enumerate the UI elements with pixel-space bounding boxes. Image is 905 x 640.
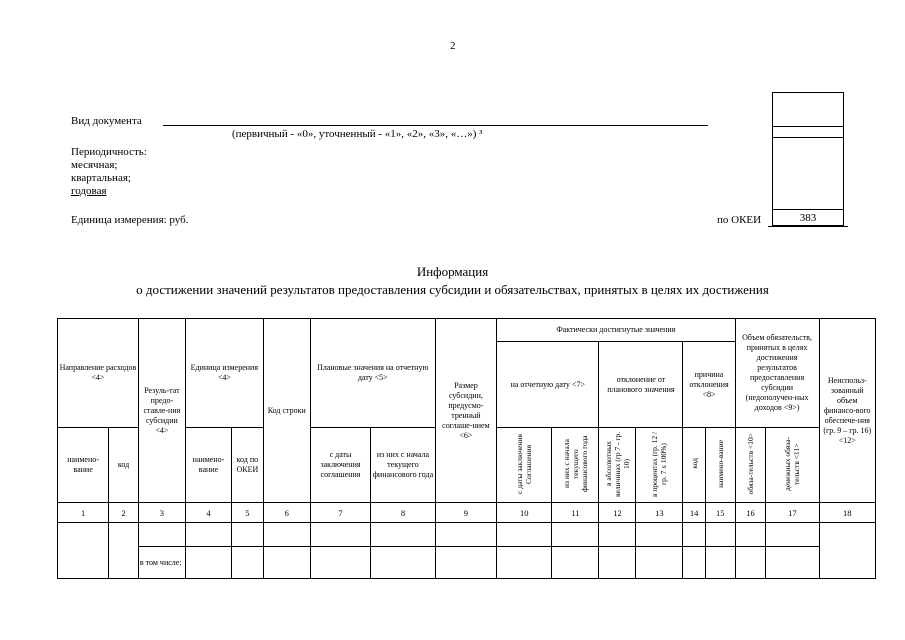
cell-plan-from[interactable] <box>310 523 370 547</box>
h-unused: Неиспольз-зованный объем финансо-вого обеспече-ния (гр. 9 – гр. 16) <12> <box>819 319 875 503</box>
sh-reason-code-cell <box>683 428 706 503</box>
cell-dev-abs[interactable] <box>599 523 636 547</box>
h-reason: причина отклонения <8> <box>683 342 735 428</box>
sh-dev-abs: в абсолютных величинах (гр 7 - гр. 10) <box>603 430 631 497</box>
sh-fact-from: с даты заключения Соглашения <box>515 433 534 494</box>
sh-dev-abs-cell <box>599 428 636 503</box>
col-number: 1 <box>58 503 109 523</box>
col-number: 16 <box>735 503 766 523</box>
periodicity-quarterly: квартальная; <box>71 172 131 184</box>
sh-fact-year-cell <box>552 428 599 503</box>
cell-reason-code[interactable] <box>683 547 706 579</box>
report-subtitle: о достижении значений результатов предоставления субсидии и обязательствах, принятых в целях их достижения <box>136 282 769 297</box>
col-number: 15 <box>705 503 735 523</box>
col-number: 13 <box>636 503 683 523</box>
sh-plan-from: с даты заключения соглашения <box>310 428 370 503</box>
sh-money: денежных обяза-тельств <11> <box>783 436 802 491</box>
doc-kind-label: Вид документа <box>71 115 142 127</box>
sh-direction-name: наимено-вание <box>58 428 109 503</box>
cell-dev-pct[interactable] <box>636 547 683 579</box>
doc-kind-note: (первичный - «0», уточненный - «1», «2», «3», «…») ³ <box>232 128 483 140</box>
sh-money-cell <box>766 428 819 503</box>
sh-fact-from-cell <box>497 428 552 503</box>
sh-reason-code: код <box>689 458 699 469</box>
cell-code-row[interactable] <box>263 547 310 579</box>
cell-plan-year[interactable] <box>371 547 436 579</box>
periodicity-label: Периодичность: <box>71 146 147 158</box>
sh-unit-name: наимено-вание <box>185 428 231 503</box>
cell-fact-year[interactable] <box>552 523 599 547</box>
cell-reason-name[interactable] <box>705 523 735 547</box>
cell-unit-name[interactable] <box>185 523 231 547</box>
cell-money[interactable] <box>766 547 819 579</box>
cell-oblig[interactable] <box>735 523 766 547</box>
sh-reason-name-cell <box>705 428 735 503</box>
col-number: 6 <box>263 503 310 523</box>
sh-direction-code: код <box>109 428 139 503</box>
table-row <box>58 523 876 547</box>
code-cell-doc-kind[interactable] <box>773 127 843 138</box>
cell-fact-from[interactable] <box>497 547 552 579</box>
h-actual: Фактически достигнутые значения <box>497 319 735 342</box>
cell-code-row[interactable] <box>263 523 310 547</box>
cell-oblig[interactable] <box>735 547 766 579</box>
table-row <box>58 547 876 579</box>
code-cell-form <box>773 93 843 127</box>
col-number: 2 <box>109 503 139 523</box>
col-number: 10 <box>497 503 552 523</box>
col-number: 5 <box>231 503 263 523</box>
cell-direction-name[interactable] <box>58 523 109 579</box>
cell-okei[interactable] <box>231 523 263 547</box>
cell-plan-from[interactable] <box>310 547 370 579</box>
sh-oblig-cell <box>735 428 766 503</box>
sh-plan-year: из них с начала текущего финансового года <box>371 428 436 503</box>
h-deviation: отклонение от планового значения <box>599 342 683 428</box>
sh-fact-year: из них с начала текущего финансового года <box>561 435 589 492</box>
report-title: Информация <box>416 264 489 279</box>
okei-value: 383 <box>799 212 817 224</box>
h-direction: Направление расходов <4> <box>58 319 139 428</box>
results-table <box>57 318 876 579</box>
col-number: 18 <box>819 503 875 523</box>
col-number: 9 <box>435 503 496 523</box>
including-label: в том числе: <box>138 547 185 579</box>
h-code-row: Код строки <box>263 319 310 503</box>
okei-underline <box>768 226 848 227</box>
sh-dev-pct-cell <box>636 428 683 503</box>
unit-label: Единица измерения: руб. <box>71 214 189 226</box>
h-obligations: Объем обязательств, принятых в целях достижения результатов предоставления субсидии (недополучен-ных доходов <9>) <box>735 319 819 428</box>
doc-kind-line[interactable] <box>163 125 708 126</box>
sh-dev-pct: в процентах (гр. 12 / гр. 7 х 100%) <box>650 430 669 497</box>
cell-direction-code[interactable] <box>109 523 139 579</box>
cell-dev-abs[interactable] <box>599 547 636 579</box>
col-number: 8 <box>371 503 436 523</box>
h-on-date: на отчетную дату <7> <box>497 342 599 428</box>
col-number: 7 <box>310 503 370 523</box>
col-number: 12 <box>599 503 636 523</box>
sh-okei: код по ОКЕИ <box>231 428 263 503</box>
h-plan: Плановые значения на отчетную дату <5> <box>310 319 435 428</box>
cell-result[interactable] <box>138 523 185 547</box>
col-number: 14 <box>683 503 706 523</box>
cell-plan-year[interactable] <box>371 523 436 547</box>
h-result: Резуль-тат предо-ставле-ния субсидии <4> <box>138 319 185 503</box>
cell-money[interactable] <box>766 523 819 547</box>
periodicity-monthly: месячная; <box>71 159 118 171</box>
column-numbers-row <box>58 503 876 523</box>
page-number: 2 <box>450 40 456 52</box>
h-subsidy-size: Размер субсидии, предусмо-тренный соглаше-нием <6> <box>435 319 496 503</box>
code-cell-periodicity <box>773 138 843 210</box>
code-box <box>772 92 844 226</box>
h-unit: Единица измерения <4> <box>185 319 263 428</box>
cell-dev-pct[interactable] <box>636 523 683 547</box>
cell-subsidy-size[interactable] <box>435 523 496 547</box>
sh-oblig: обяза-тельств <10> <box>745 432 755 495</box>
sh-reason-name: наимено-вание <box>715 439 725 488</box>
cell-fact-from[interactable] <box>497 523 552 547</box>
okei-label: по ОКЕИ <box>717 214 762 226</box>
cell-subsidy-size[interactable] <box>435 547 496 579</box>
cell-unused[interactable] <box>819 523 875 579</box>
col-number: 17 <box>766 503 819 523</box>
cell-okei[interactable] <box>231 547 263 579</box>
cell-unit-name[interactable] <box>185 547 231 579</box>
periodicity-yearly: годовая <box>71 185 107 197</box>
cell-reason-name[interactable] <box>705 547 735 579</box>
cell-fact-year[interactable] <box>552 547 599 579</box>
cell-reason-code[interactable] <box>683 523 706 547</box>
col-number: 11 <box>552 503 599 523</box>
col-number: 4 <box>185 503 231 523</box>
col-number: 3 <box>138 503 185 523</box>
